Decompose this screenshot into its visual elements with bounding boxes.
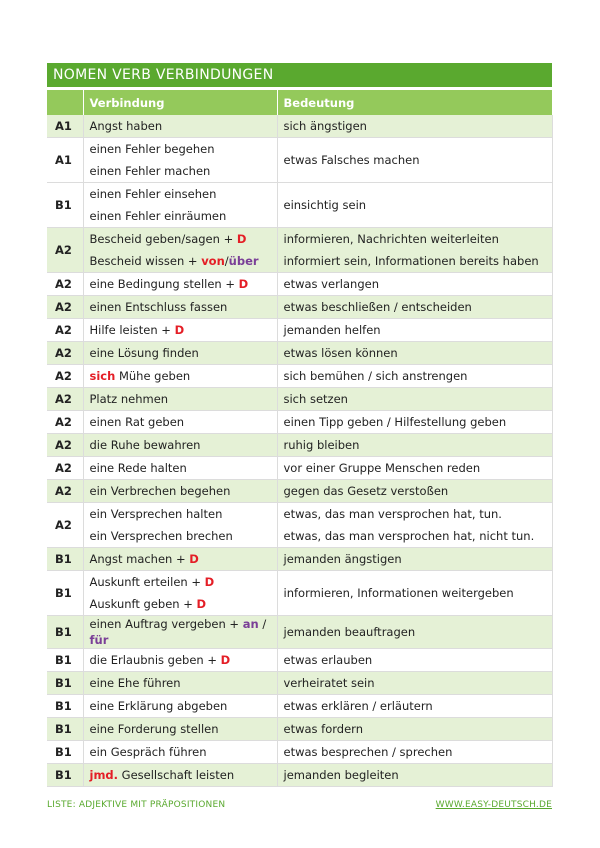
bedeutung-line: informiert sein, Informationen bereits haben [283,254,539,268]
bedeutung-cell [277,342,552,365]
level-cell: A2 [47,503,83,548]
dativ-marker: von [201,254,225,268]
dativ-marker: D [174,323,185,337]
verbindung-line [90,250,271,272]
verbindung-text: Bescheid geben/sagen + [89,232,237,246]
table-row [47,183,552,228]
verbindung-line [90,205,271,227]
verbindung-text: einen Fehler machen [89,164,211,178]
level-cell: A1 [47,138,83,183]
bedeutung-cell [277,548,552,571]
verbindung-text: Angst machen + [89,552,190,566]
bedeutung-cell [277,434,552,457]
header-level [47,90,83,115]
verbindung-line [90,228,271,250]
dativ-marker: D [196,597,207,611]
verbindung-line [90,411,271,433]
verbindung-text: ein Versprechen halten [89,507,223,521]
verbindung-line [90,695,271,717]
bedeutung-cell [277,138,552,183]
table-header-row [47,90,552,115]
verbindung-cell [83,741,277,764]
verbindung-line [90,741,271,763]
verbindung-line [90,183,271,205]
level-cell: B1 [47,183,83,228]
table-row [47,571,552,616]
verbindung-text: Hilfe leisten + [89,323,175,337]
bedeutung-line: etwas fordern [283,722,363,736]
bedeutung-line: etwas Falsches machen [283,153,420,167]
bedeutung-line: sich setzen [283,392,348,406]
bedeutung-line: vor einer Gruppe Menschen reden [283,461,481,475]
verbindung-cell [83,695,277,718]
bedeutung-cell [277,183,552,228]
bedeutung-line: sich bemühen / sich anstrengen [283,369,468,383]
verbindung-line [90,457,271,479]
bedeutung-line: einsichtig sein [283,198,367,212]
bedeutung-cell [277,228,552,273]
verbindung-text: einen Fehler einsehen [89,187,217,201]
table-row [47,296,552,319]
bedeutung-line: jemanden begleiten [283,768,399,782]
level-cell: A2 [47,411,83,434]
verbindung-line [90,593,271,615]
verbindung-line [90,273,271,295]
bedeutung-line: jemanden ängstigen [283,552,402,566]
verbindung-text: einen Auftrag vergeben + [89,617,243,631]
verbindung-text: Gesellschaft leisten [118,768,235,782]
verbindung-text: Auskunft erteilen + [89,575,205,589]
verbindung-cell [83,183,277,228]
bedeutung-cell [277,616,552,649]
bedeutung-cell [277,115,552,138]
table-row [47,457,552,480]
level-cell: A2 [47,342,83,365]
verbindung-text: / [258,617,267,631]
verbindung-cell [83,764,277,787]
verbindung-text: Bescheid wissen + [89,254,202,268]
verbindung-line [90,672,271,694]
table-row [47,695,552,718]
verbindung-line [90,480,271,502]
bedeutung-line: etwas erklären / erläutern [283,699,433,713]
bedeutung-line: etwas verlangen [283,277,379,291]
bedeutung-line: verheiratet sein [283,676,375,690]
verbindung-line [90,616,271,648]
verbindung-text: eine Forderung stellen [89,722,219,736]
table-row [47,115,552,138]
bedeutung-cell [277,741,552,764]
table-row [47,273,552,296]
level-cell: A2 [47,365,83,388]
verbindung-cell [83,503,277,548]
level-cell: A1 [47,115,83,138]
verbindung-text: eine Lösung finden [89,346,199,360]
verbindung-line [90,365,271,387]
verbindung-cell [83,457,277,480]
verbindung-cell [83,319,277,342]
verbindung-text: die Ruhe bewahren [89,438,201,452]
table-row [47,741,552,764]
verbindung-line [90,649,271,671]
verbindung-text: eine Erklärung abgeben [89,699,228,713]
verbindung-cell [83,434,277,457]
header-bedeutung: Bedeutung [277,90,552,115]
bedeutung-cell [277,388,552,411]
verbindung-text: einen Fehler begehen [89,142,215,156]
verbindung-cell [83,388,277,411]
verbindung-line [90,434,271,456]
verbindung-line [90,764,271,786]
level-cell: B1 [47,718,83,741]
table-row [47,718,552,741]
verbindung-text: einen Fehler einräumen [89,209,227,223]
verbindung-text: ein Gespräch führen [89,745,207,759]
nomen-verb-table [47,90,553,787]
table-row [47,138,552,183]
verbindung-text: ein Verbrechen begehen [89,484,231,498]
verbindung-line [90,525,271,547]
verbindung-line [90,503,271,525]
bedeutung-cell [277,695,552,718]
dativ-marker: D [189,552,199,566]
bedeutung-cell [277,411,552,434]
verbindung-cell [83,616,277,649]
table-body [47,115,552,787]
verbindung-cell [83,718,277,741]
verbindung-text: die Erlaubnis geben + [89,653,221,667]
verbindung-cell [83,273,277,296]
table-row [47,365,552,388]
verbindung-line [90,571,271,593]
bedeutung-line: gegen das Gesetz verstoßen [283,484,449,498]
bedeutung-cell [277,319,552,342]
verbindung-text: ein Versprechen brechen [89,529,233,543]
verbindung-cell [83,649,277,672]
table-row [47,616,552,649]
verbindung-text: einen Entschluss fassen [89,300,228,314]
verbindung-line [90,342,271,364]
verbindung-text: eine Rede halten [89,461,187,475]
bedeutung-line: etwas lösen können [283,346,398,360]
level-cell: A2 [47,273,83,296]
dativ-marker: D [204,575,215,589]
verbindung-line [90,296,271,318]
table-row [47,548,552,571]
table-row [47,434,552,457]
bedeutung-line: etwas, das man versprochen hat, tun. [283,507,502,521]
bedeutung-line: jemanden helfen [283,323,381,337]
bedeutung-cell [277,273,552,296]
bedeutung-line: informieren, Nachrichten weiterleiten [283,232,499,246]
level-cell: B1 [47,548,83,571]
praeposition-marker: über [228,254,259,268]
bedeutung-cell [277,649,552,672]
verbindung-line [90,718,271,740]
verbindung-text: Platz nehmen [89,392,169,406]
header-verbindung: Verbindung [83,90,277,115]
praeposition-marker: an [242,617,259,631]
verbindung-line [90,115,271,137]
bedeutung-cell [277,365,552,388]
verbindung-line [90,138,271,160]
bedeutung-line: einen Tipp geben / Hilfestellung geben [283,415,507,429]
bedeutung-line: etwas erlauben [283,653,373,667]
verbindung-cell [83,138,277,183]
bedeutung-cell [277,718,552,741]
level-cell: A2 [47,228,83,273]
table-row [47,342,552,365]
level-cell: A2 [47,296,83,319]
bedeutung-cell [277,457,552,480]
verbindung-cell [83,115,277,138]
table-row [47,319,552,342]
bedeutung-cell [277,296,552,319]
bedeutung-cell [277,764,552,787]
level-cell: A2 [47,480,83,503]
bedeutung-line: informieren, Informationen weitergeben [283,586,514,600]
verbindung-cell [83,411,277,434]
table-row [47,672,552,695]
dativ-marker: jmd. [89,768,119,782]
level-cell: B1 [47,571,83,616]
praeposition-marker: für [89,633,109,647]
footer-list-link[interactable]: LISTE: ADJEKTIVE MIT PRÄPOSITIONEN [47,800,226,810]
verbindung-cell [83,548,277,571]
table-row [47,649,552,672]
dativ-marker: D [236,232,247,246]
level-cell: B1 [47,764,83,787]
bedeutung-cell [277,480,552,503]
table-row [47,228,552,273]
bedeutung-line: ruhig bleiben [283,438,360,452]
page-title: NOMEN VERB VERBINDUNGEN [47,63,552,87]
bedeutung-line: etwas beschließen / entscheiden [283,300,472,314]
table-row [47,480,552,503]
footer-website-link[interactable]: WWW.EASY-DEUTSCH.DE [435,800,552,810]
table-row [47,388,552,411]
verbindung-line [90,388,271,410]
verbindung-cell [83,672,277,695]
verbindung-text: einen Rat geben [89,415,185,429]
verbindung-text: / [224,254,229,268]
verbindung-text: eine Ehe führen [89,676,181,690]
bedeutung-line: etwas, das man versprochen hat, nicht tun. [283,529,535,543]
verbindung-text: Angst haben [89,119,163,133]
level-cell: B1 [47,616,83,649]
dativ-marker: D [220,653,231,667]
table-row [47,764,552,787]
level-cell: B1 [47,695,83,718]
verbindung-cell [83,480,277,503]
level-cell: A2 [47,434,83,457]
verbindung-cell [83,571,277,616]
verbindung-cell [83,228,277,273]
bedeutung-line: jemanden beauftragen [283,625,416,639]
verbindung-line [90,548,271,570]
level-cell: B1 [47,672,83,695]
verbindung-text: eine Bedingung stellen + [89,277,239,291]
table-row [47,503,552,548]
verbindung-text: Auskunft geben + [89,597,197,611]
bedeutung-cell [277,571,552,616]
level-cell: B1 [47,741,83,764]
verbindung-cell [83,365,277,388]
bedeutung-line: etwas besprechen / sprechen [283,745,453,759]
bedeutung-cell [277,672,552,695]
level-cell: A2 [47,319,83,342]
verbindung-cell [83,296,277,319]
dativ-marker: sich [89,369,116,383]
table-row [47,411,552,434]
bedeutung-line: sich ängstigen [283,119,367,133]
level-cell: A2 [47,388,83,411]
verbindung-text: Mühe geben [115,369,191,383]
dativ-marker: D [238,277,249,291]
level-cell: B1 [47,649,83,672]
verbindung-cell [83,342,277,365]
verbindung-line [90,319,271,341]
level-cell: A2 [47,457,83,480]
verbindung-line [90,160,271,182]
bedeutung-cell [277,503,552,548]
